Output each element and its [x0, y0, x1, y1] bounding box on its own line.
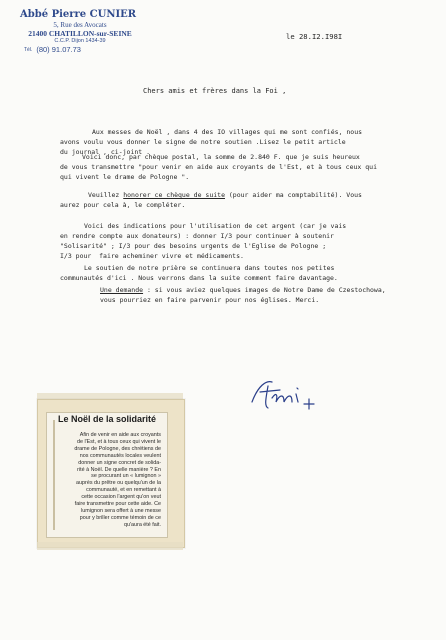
clipping-line: de l'Est, et à tous ceux qui vivent le [76, 438, 161, 445]
clipping-line: nos communautés locales veulent [79, 452, 161, 459]
letterhead [20, 9, 140, 55]
paragraph-5 [60, 263, 338, 283]
p4-line: en rendre compte aux donateurs) : donner I/3 pour continuer à soutenir [60, 232, 334, 240]
clipping-title: Le Noël de la solidarité [58, 414, 157, 424]
letterhead-street: 5, Rue des Avocats [53, 21, 107, 29]
letterhead-phone: (80) 91.07.73 [36, 45, 81, 54]
clipping-line: rité à Noël. De quelle manière ? En [77, 466, 161, 473]
newspaper-clipping [37, 399, 185, 548]
paragraph-2 [60, 152, 377, 182]
p1-line: avons voulu vous donner le signe de notre soutien .Lisez le petit article [60, 138, 346, 146]
paragraph-6 [60, 285, 386, 305]
paragraph-3 [60, 190, 362, 210]
letterhead-ccp: C.C.P. Dijon 1434-39 [54, 38, 106, 44]
clipping-line: cette occasion l'argent qu'on veut [81, 494, 161, 501]
p5-line: communautés d'ici . Nous verrons dans la suite comment faire davantage. [60, 274, 338, 282]
clipping-line: faire transmettre pour cette aide. Ce [74, 501, 161, 508]
signature-mark [246, 372, 326, 414]
p6-suffix: : si vous aviez quelques images de Notre Dame de Czestochowa, [143, 286, 386, 294]
paragraph-4 [60, 221, 346, 261]
p3-line-2: aurez pour cela à, le compléter. [60, 201, 186, 209]
clipping-line: se procurant un « lumignon » [91, 473, 161, 480]
p5-line: Le soutien de notre prière se continuera dans toutes nos petites [84, 264, 335, 272]
p1-line: du journal , ci-joint . [60, 148, 151, 156]
clipping-body [38, 432, 161, 529]
clipping-line: auprès du prêtre ou quelqu'un de la [76, 480, 161, 487]
letterhead-city: 21400 CHATILLON-sur-SEINE [28, 29, 132, 38]
clipping-line: drame de Pologne, des chrétiens de [74, 445, 161, 452]
clipping-line: pour y briller comme témoin de ce [79, 514, 161, 521]
clipping-line: qu'aura été fait. [124, 521, 161, 528]
p6-line-2: vous pourriez en faire parvenir pour nos églises. Merci. [100, 296, 320, 304]
clipping-line: Afin de venir en aide aux croyants [79, 432, 161, 438]
p3-suffix: (pour aider ma comptabilité). Vous [224, 191, 362, 199]
salutation: Chers amis et frères dans la Foi , [143, 87, 287, 95]
clipping-line: lumignon sera offert à une messe [81, 507, 161, 514]
p3-line [60, 190, 362, 200]
clipping-line: communauté, et en remettant à [86, 487, 161, 494]
letterhead-phone-row [20, 45, 140, 55]
p2-line: qui vivent le drame de Pologne ". [60, 173, 190, 181]
p4-line: Voici des indications pour l'utilisation de cet argent (car je vais [84, 222, 347, 230]
p4-line: "Solisarité" ; I/3 pour des besoins urgents de l'Eglise de Pologne ; [60, 242, 327, 250]
p6-line [60, 285, 386, 295]
letterhead-name: Abbé Pierre CUNIER [20, 9, 137, 20]
tape-strip-bottom [37, 542, 183, 550]
p3-underlined: honorer ce chèque de suite [123, 191, 225, 199]
letter-date: le 28.I2.I98I [286, 32, 343, 41]
clipping-line: donner un signe concret de solida- [78, 459, 161, 466]
letterhead-tel-label: Tél. [24, 47, 33, 54]
p4-line: I/3 pour faire acheminer vivre et médicaments. [60, 252, 244, 260]
p6-underlined: Une demande [100, 286, 144, 294]
p1-line: Aux messes de Noël , dans 4 des IO villages qui me sont confiés, nous [92, 128, 363, 136]
p2-line: Voici donc, par chèque postal, la somme de 2.840 F. que je suis heureux [82, 153, 360, 161]
p3-prefix: Veuillez [88, 191, 124, 199]
p2-line: de vous transmettre "pour venir en aide aux croyants de l'Est, et à tous ceux qui [60, 163, 377, 171]
